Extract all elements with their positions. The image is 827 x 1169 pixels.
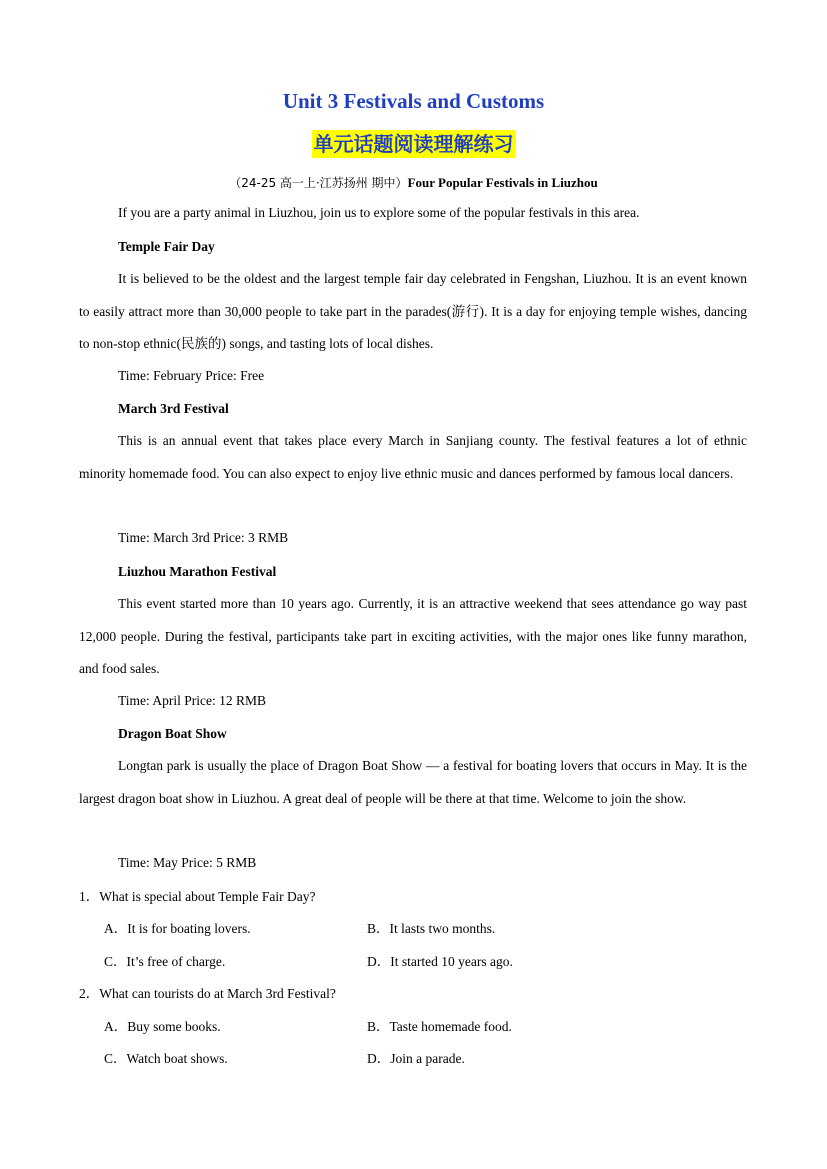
option-d: D．It started 10 years ago.: [367, 954, 513, 969]
section-body: Longtan park is usually the place of Dragon Boat Show — a festival for boating lovers that occurs in May. It is the largest dragon boat show in Liuzhou. A great deal of people will be there at that time. Welcome to join the show.: [79, 758, 747, 806]
section-heading: March 3rd Festival: [118, 401, 229, 416]
source-tag: （24-25 高一上·江苏扬州 期中）: [229, 176, 408, 190]
option-b: B．It lasts two months.: [367, 921, 496, 936]
section-heading: Temple Fair Day: [118, 239, 215, 254]
section-heading: Dragon Boat Show: [118, 726, 227, 741]
intro-paragraph: If you are a party animal in Liuzhou, join us to explore some of the popular festivals in this area.: [118, 205, 640, 220]
passage-title: Four Popular Festivals in Liuzhou: [407, 175, 598, 190]
section-info: Time: February Price: Free: [118, 368, 265, 383]
option-c: C．It’s free of charge.: [104, 954, 226, 969]
section-body: This is an annual event that takes place every March in Sanjiang county. The festival features a lot of ethnic minority homemade food. You can also expect to enjoy live ethnic music and dances performed by famous local dancers.: [79, 433, 747, 481]
option-a: A．Buy some books.: [104, 1019, 221, 1034]
question-stem: 1．What is special about Temple Fair Day?: [79, 889, 316, 904]
unit-title: Unit 3 Festivals and Customs: [282, 89, 545, 113]
section-info: Time: March 3rd Price: 3 RMB: [118, 530, 289, 545]
option-c: C．Watch boat shows.: [104, 1051, 228, 1066]
section-info: Time: May Price: 5 RMB: [118, 855, 257, 870]
passage-source-line: [0, 174, 827, 192]
section-body: It is believed to be the oldest and the largest temple fair day celebrated in Fengshan, Liuzhou. It is an event known to easily attract more than 30,000 people to take part in the parades(游行). It is a day for enjoying temple wishes, dancing to non-stop ethnic(民族的) songs, and tasting lots of local dishes.: [79, 271, 747, 351]
section-body: This event started more than 10 years ago. Currently, it is an attractive weekend that sees attendance go way past 12,000 people. During the festival, participants take part in exciting activities, with the major ones like funny marathon, and food sales.: [79, 596, 747, 676]
option-a: A．It is for boating lovers.: [104, 921, 251, 936]
section-info: Time: April Price: 12 RMB: [118, 693, 267, 708]
section-heading: Liuzhou Marathon Festival: [118, 564, 277, 579]
subtitle-highlighted: 单元话题阅读理解练习: [313, 132, 514, 156]
option-b: B．Taste homemade food.: [367, 1019, 512, 1034]
question-stem: 2．What can tourists do at March 3rd Festival?: [79, 986, 336, 1001]
subtitle-wrap: [0, 130, 827, 158]
option-d: D．Join a parade.: [367, 1051, 465, 1066]
